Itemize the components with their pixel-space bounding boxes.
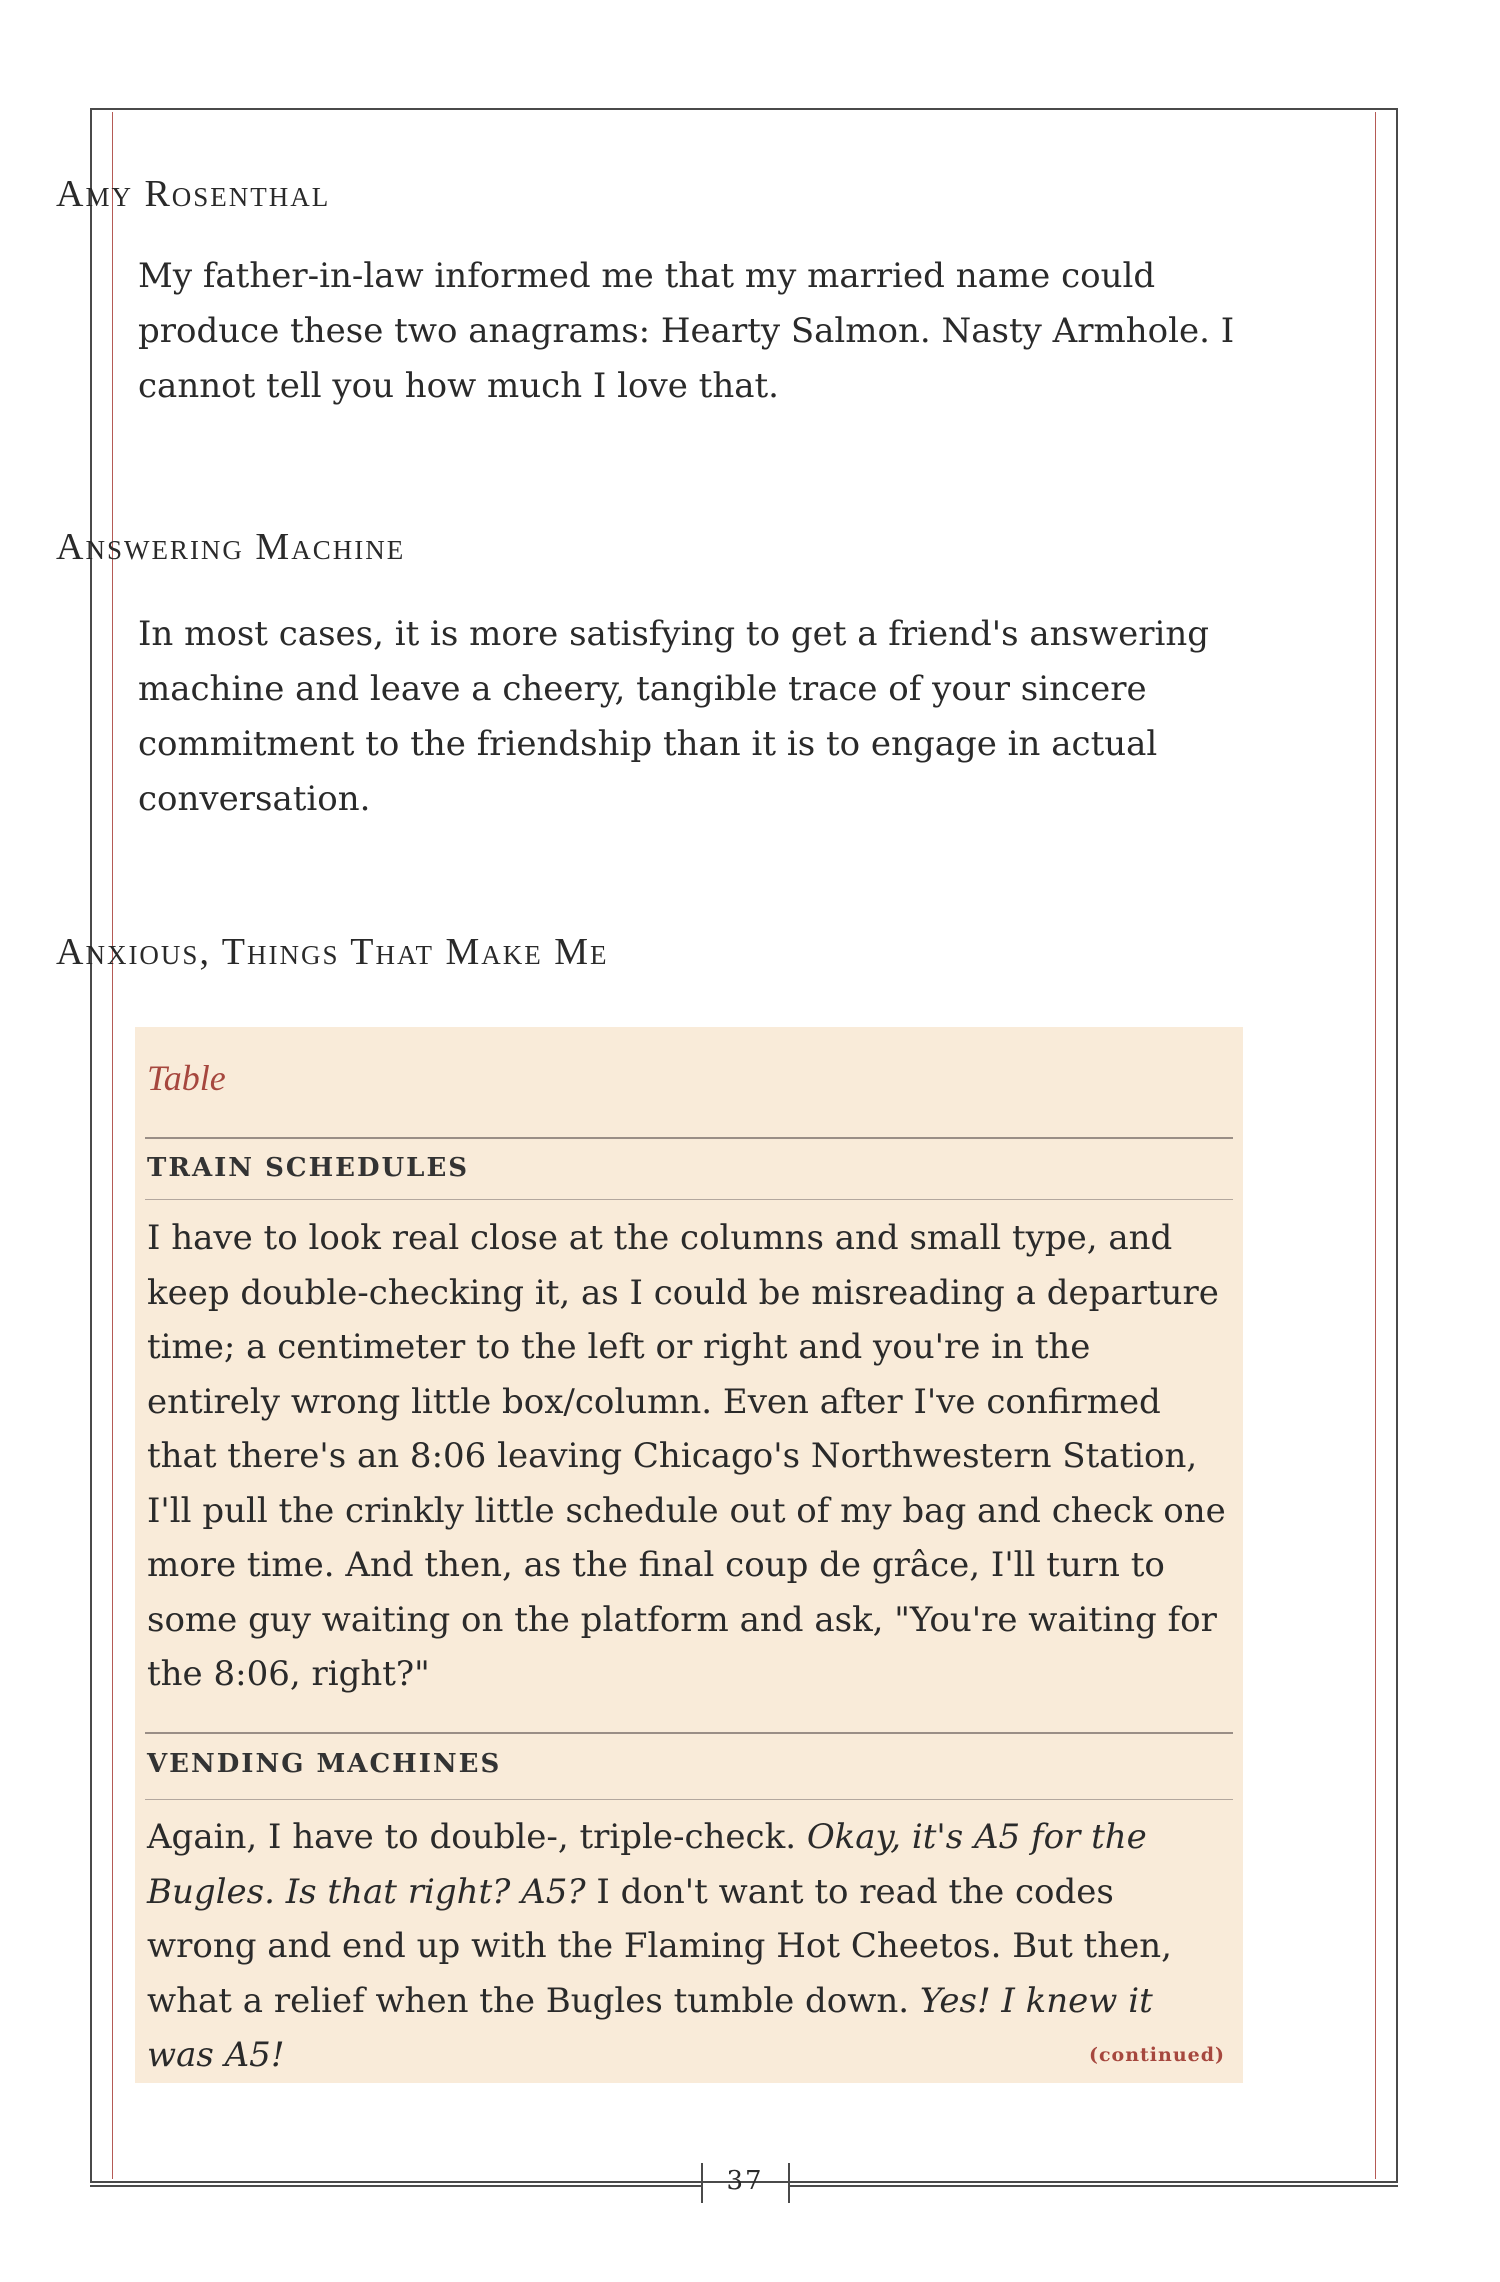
entry-body-amy-rosenthal: My father-in-law informed me that my married name could produce these two anagrams: Hearty Salmon. Nasty Armhole. I cannot tell you how much I love that. — [138, 256, 1235, 406]
entry-heading-answering-machine: Answering Machine — [56, 526, 406, 568]
footer-rule-left — [90, 2185, 702, 2187]
table-rule — [145, 1199, 1233, 1200]
table-row-title-vending-machines: VENDING MACHINES — [147, 1749, 502, 1779]
vending-body-italic-2: Yes! I knew it was A5! — [147, 1980, 1153, 2075]
table-row-body-train-schedules: I have to look real close at the columns and small type, and keep double-checking it, as I could be misreading a departure time; a centimeter to the left or right and you're in the entirely wrong little box/column. Even after I've confirmed that there's an 8:06 leaving Chicago's Northwestern Station, I'll pull the crinkly little schedule out of my bag and check one more time. And then, as the final coup de grâce, I'll turn to some guy waiting on the platform and ask, "You're waiting for the 8:06, right?" — [147, 1218, 1226, 1694]
table-row-title-train-schedules: TRAIN SCHEDULES — [147, 1153, 470, 1183]
continued-note: (continued) — [1088, 2044, 1225, 2066]
vending-body-pre: Again, I have to double-, triple-check. — [147, 1817, 807, 1857]
table-rule — [145, 1137, 1233, 1139]
table-rule — [145, 1799, 1233, 1800]
footer-rule-right — [788, 2185, 1398, 2187]
table-rule — [145, 1732, 1233, 1734]
table-row-body-vending-machines — [147, 1810, 1227, 2083]
entry-heading-anxious: Anxious, Things That Make Me — [56, 931, 609, 973]
entry-heading-amy-rosenthal: Amy Rosenthal — [56, 173, 331, 215]
table-label: Table — [147, 1058, 226, 1098]
vending-body-mid: I don't want to read the codes wrong and end up with the Flaming Hot Cheetos. But then, what a relief when the Bugles tumble down. — [147, 1871, 1172, 2021]
vending-body-italic-1: Okay, it's A5 for the Bugles. Is that right? A5? — [147, 1817, 1147, 1912]
page-number: 37 — [726, 2166, 764, 2196]
table-box — [135, 1027, 1243, 2083]
footer-tick-right — [788, 2163, 790, 2203]
entry-body-answering-machine: In most cases, it is more satisfying to get a friend's answering machine and leave a cheery, tangible trace of your sincere commitment to the friendship than it is to engage in actual conversation. — [138, 614, 1210, 819]
